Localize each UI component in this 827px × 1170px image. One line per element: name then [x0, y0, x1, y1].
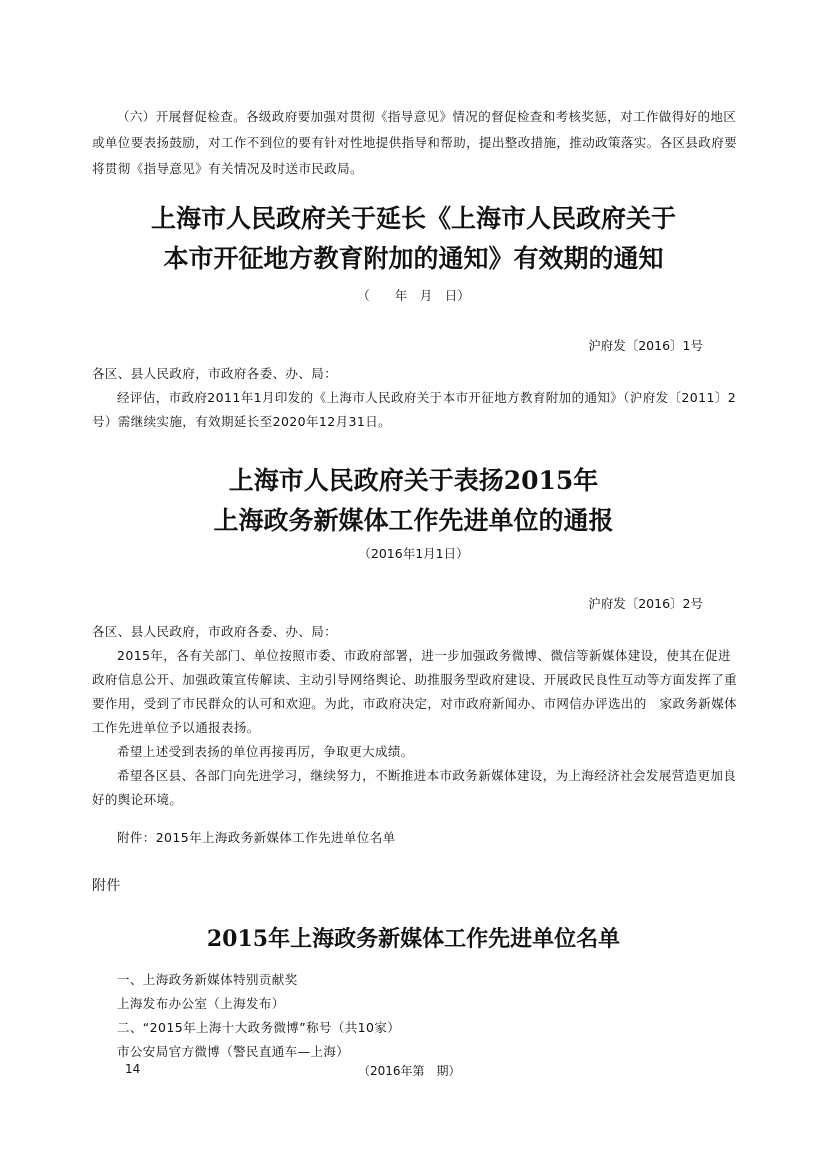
notice2-addressee: 各区、县人民政府，市政府各委、办、局：: [92, 624, 338, 639]
appendix-item: 市公安局官方微博（警民直通车—上海）: [117, 1044, 350, 1059]
notice2-para1: 2015年，各有关部门、单位按照市委、市政府部署，进一步加强政务微博、微信等新媒体建设，使其在促进政府信息公开、加强政策宣传解读、主动引导网络舆论、助推服务型政府建设、开展政民良性互动等方面发挥了重要作用，受到了市民群众的认可和欢迎。为此，市政府决定，对市政府新闻办、市网信办评选出的 家政务新媒体工作先进单位予以通报表扬。: [92, 648, 738, 735]
appendix-item: 二、“2015年上海十大政务微博”称号（共10家）: [117, 1020, 401, 1035]
notice1-title-line1: 上海市人民政府关于延长《上海市人民政府关于: [150, 204, 676, 233]
notice2-title-line2: 上海政务新媒体工作先进单位的通报: [213, 506, 614, 535]
issue-number: （2016年第 期）: [358, 1064, 461, 1078]
appendix-title: 2015年上海政务新媒体工作先进单位名单: [206, 926, 621, 952]
appendix-label: 附件: [92, 878, 121, 894]
page-number: 14: [125, 1062, 141, 1076]
notice2-doc-number: 沪府发〔2016〕2号: [588, 596, 703, 611]
notice1-body: 经评估，市政府2011年1月印发的《上海市人民政府关于本市开征地方教育附加的通知》（沪府发〔2011〕2号）需继续实施，有效期延长至2020年12月31日。: [92, 390, 737, 429]
appendix-item: 一、上海政务新媒体特别贡献奖: [117, 972, 298, 987]
paragraph-supervision: （六）开展督促检查。各级政府要加强对贯彻《指导意见》情况的督促检查和考核奖惩，对工作做得好的地区或单位要表扬鼓励，对工作不到位的要有针对性地提供指导和帮助，提出整改措施，推动政策落实。各区县政府要将贯彻《指导意见》有关情况及时送市民政局。: [92, 109, 738, 176]
notice2-para2: 希望上述受到表扬的单位再接再厉，争取更大成绩。: [117, 744, 414, 759]
notice1-date: （ 年 月 日）: [357, 288, 470, 303]
notice1-title-line2: 本市开征地方教育附加的通知》有效期的通知: [163, 244, 664, 273]
notice1-doc-number: 沪府发〔2016〕1号: [588, 338, 703, 353]
appendix-item: 上海发布办公室（上海发布）: [117, 996, 285, 1011]
notice2-date: （2016年1月1日）: [358, 546, 469, 561]
notice2-para3: 希望各区县、各部门向先进学习，继续努力，不断推进本市政务新媒体建设，为上海经济社会发展营造更加良好的舆论环境。: [92, 768, 737, 807]
notice1-addressee: 各区、县人民政府，市政府各委、办、局：: [92, 366, 338, 381]
notice2-title-line1: 上海市人民政府关于表扬2015年: [228, 466, 599, 495]
notice2-attachment: 附件：2015年上海政务新媒体工作先进单位名单: [117, 830, 396, 845]
